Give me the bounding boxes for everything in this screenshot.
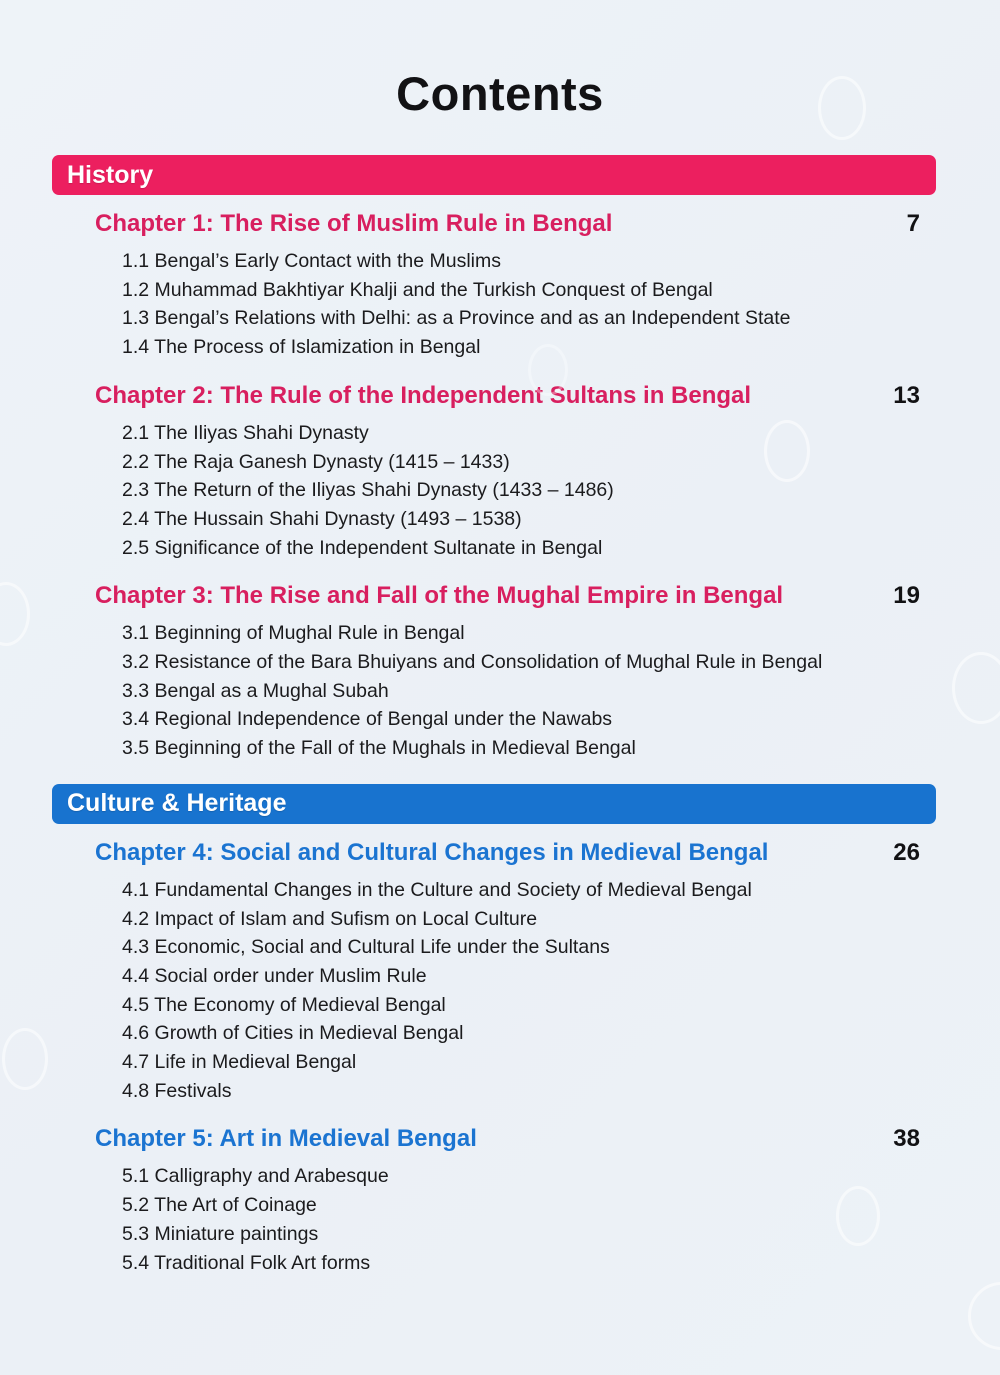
chapter-row bbox=[95, 382, 920, 410]
section-label: History bbox=[67, 160, 154, 189]
chapter-topics bbox=[95, 876, 920, 1106]
toc-topic: 2.3 The Return of the Iliyas Shahi Dynasty (1433 – 1486) bbox=[122, 479, 614, 502]
toc-topic: 2.4 The Hussain Shahi Dynasty (1493 – 1538) bbox=[122, 507, 522, 530]
chapter-row bbox=[95, 210, 920, 238]
chapter-entry bbox=[95, 210, 920, 362]
page-title: Contents bbox=[396, 67, 604, 120]
chapter-page-number: 7 bbox=[906, 210, 920, 237]
toc-topic: 1.1 Bengal’s Early Contact with the Muslims bbox=[122, 250, 501, 272]
chapter-entry bbox=[95, 839, 920, 1106]
chapter-topics bbox=[95, 247, 920, 362]
toc-topic: 1.4 The Process of Islamization in Bengal bbox=[122, 336, 481, 359]
toc-topic: 4.5 The Economy of Medieval Bengal bbox=[122, 993, 446, 1016]
toc-section-0 bbox=[0, 155, 1000, 763]
chapter-row bbox=[95, 839, 920, 867]
watermark-ring bbox=[968, 1282, 1000, 1350]
toc-topic: 5.4 Traditional Folk Art forms bbox=[122, 1251, 371, 1274]
chapter-entry bbox=[95, 382, 920, 563]
chapter-entry bbox=[95, 582, 920, 763]
toc-topic: 2.5 Significance of the Independent Sultanate in Bengal bbox=[122, 536, 603, 559]
toc-topic: 4.8 Festivals bbox=[122, 1079, 232, 1102]
toc-topic: 3.1 Beginning of Mughal Rule in Bengal bbox=[122, 622, 465, 645]
toc-sections bbox=[0, 155, 1000, 1277]
toc-topic: 4.2 Impact of Islam and Sufism on Local Culture bbox=[122, 907, 538, 930]
toc-topic: 3.5 Beginning of the Fall of the Mughals in Medieval Bengal bbox=[122, 737, 636, 760]
chapter-topics bbox=[95, 1162, 920, 1277]
toc-topic: 3.2 Resistance of the Bara Bhuiyans and Consolidation of Mughal Rule in Bengal bbox=[122, 651, 823, 674]
chapter-topics bbox=[95, 419, 920, 563]
chapter-title: Chapter 5: Art in Medieval Bengal bbox=[95, 1125, 477, 1153]
toc-topic: 3.4 Regional Independence of Bengal under the Nawabs bbox=[122, 708, 613, 731]
toc-topic: 1.2 Muhammad Bakhtiyar Khalji and the Turkish Conquest of Bengal bbox=[122, 278, 713, 301]
toc-section-1 bbox=[0, 784, 1000, 1277]
chapter-title: Chapter 3: The Rise and Fall of the Mughal Empire in Bengal bbox=[95, 582, 784, 610]
chapter-page-number: 19 bbox=[893, 582, 920, 610]
chapter-page-number: 13 bbox=[893, 381, 920, 409]
section-banner bbox=[52, 784, 936, 824]
toc-topic: 5.2 The Art of Coinage bbox=[122, 1194, 317, 1217]
chapter-page-number: 26 bbox=[893, 838, 920, 866]
toc-topic: 4.4 Social order under Muslim Rule bbox=[122, 964, 427, 987]
toc-topic: 4.1 Fundamental Changes in the Culture and Society of Medieval Bengal bbox=[122, 878, 752, 901]
toc-topic: 5.3 Miniature paintings bbox=[122, 1222, 319, 1245]
toc-topic: 1.3 Bengal’s Relations with Delhi: as a Province and as an Independent State bbox=[122, 307, 791, 330]
chapter-title: Chapter 1: The Rise of Muslim Rule in Bengal bbox=[95, 210, 613, 237]
section-label: Culture & Heritage bbox=[67, 789, 287, 818]
toc-topic: 5.1 Calligraphy and Arabesque bbox=[122, 1165, 389, 1188]
section-banner bbox=[52, 155, 936, 195]
chapter-title: Chapter 4: Social and Cultural Changes in Medieval Bengal bbox=[95, 838, 769, 866]
toc-topic: 4.6 Growth of Cities in Medieval Bengal bbox=[122, 1022, 464, 1045]
chapter-topics bbox=[95, 619, 920, 763]
chapter-title: Chapter 2: The Rule of the Independent Sultans in Bengal bbox=[95, 381, 752, 409]
toc-topic: 4.7 Life in Medieval Bengal bbox=[122, 1051, 357, 1074]
chapter-page-number: 38 bbox=[893, 1125, 920, 1153]
chapter-entry bbox=[95, 1125, 920, 1277]
chapter-row bbox=[95, 582, 920, 610]
chapter-row bbox=[95, 1125, 920, 1153]
toc-topic: 4.3 Economic, Social and Cultural Life under the Sultans bbox=[122, 936, 610, 959]
toc-topic: 2.1 The Iliyas Shahi Dynasty bbox=[122, 421, 369, 444]
toc-topic: 2.2 The Raja Ganesh Dynasty (1415 – 1433) bbox=[122, 450, 510, 473]
toc-topic: 3.3 Bengal as a Mughal Subah bbox=[122, 679, 389, 702]
